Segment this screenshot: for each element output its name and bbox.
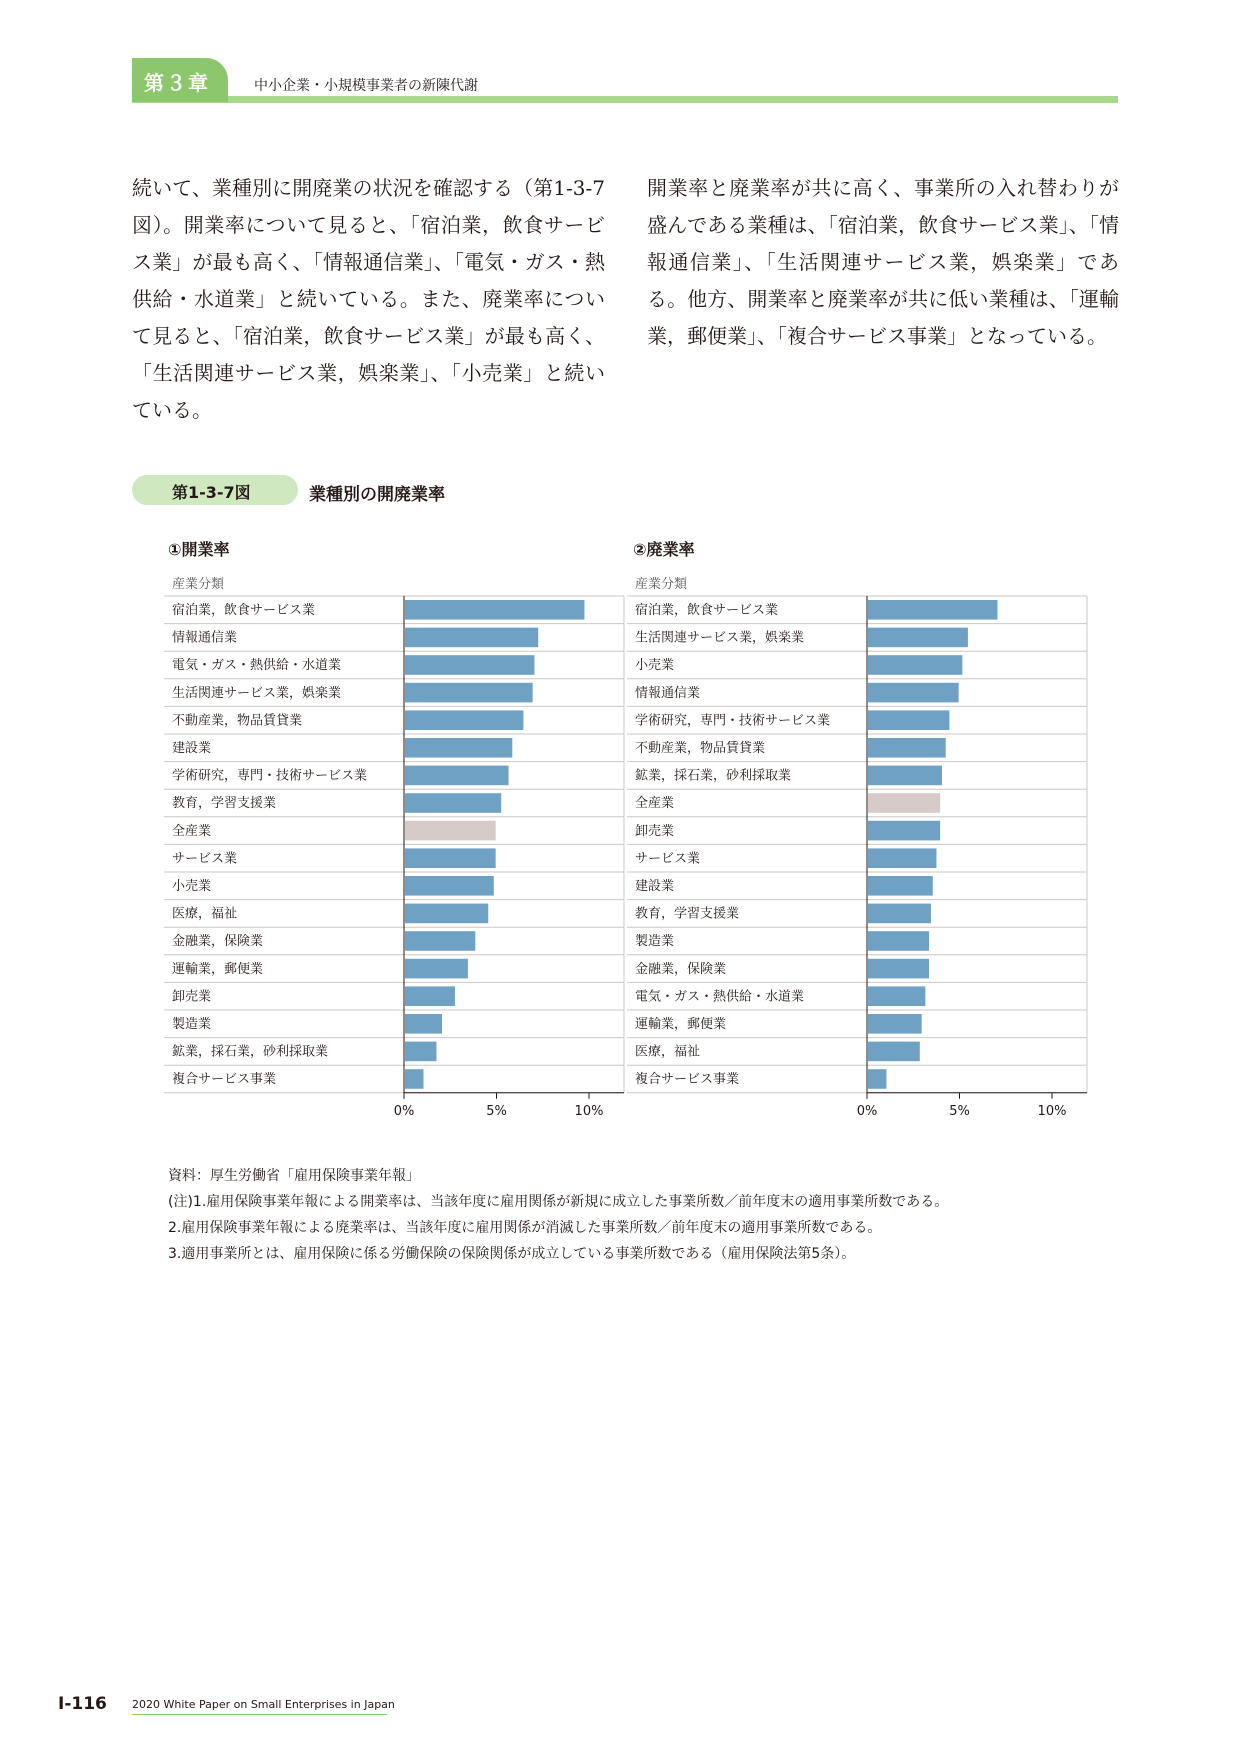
- bar: [868, 904, 931, 924]
- body-paragraph-left: 続いて、業種別に開廃業の状況を確認する（第1-3-7図）。開業率について見ると、「宿泊業，飲食サービス業」が最も高く、「情報通信業」、「電気・ガス・熱供給・水道業」と続いている。また、廃業率について見ると、「宿泊業，飲食サービス業」が最も高く、「生活関連サービス業，娯楽業」、「小売業」と続いている。: [132, 176, 605, 422]
- chapter-label: 第３章: [144, 71, 210, 95]
- bar: [405, 766, 509, 786]
- category-label: 学術研究，専門・技術サービス業: [635, 713, 831, 729]
- category-label: 情報通信業: [635, 685, 701, 701]
- bar: [868, 683, 959, 703]
- bar: [405, 1014, 442, 1034]
- category-label: 生活関連サービス業，娯楽業: [635, 630, 805, 646]
- category-label: 医療，福祉: [172, 906, 238, 922]
- category-label: サービス業: [635, 851, 701, 867]
- category-label: 建設業: [172, 741, 212, 756]
- bar: [868, 821, 940, 841]
- footnote-1: (注)1.雇用保険事業年報による開業率は、当該年度に雇用関係が新規に成立した事業所数／前年度末の適用事業所数である。: [168, 1194, 949, 1210]
- category-label: 不動産業，物品賃貸業: [172, 713, 303, 729]
- category-label: 製造業: [172, 1017, 212, 1032]
- bar: [405, 931, 475, 951]
- category-label: 運輸業，郵便業: [635, 1017, 727, 1032]
- category-label: 学術研究，専門・技術サービス業: [172, 768, 368, 784]
- category-label: 教育，学習支援業: [172, 796, 277, 812]
- bar: [405, 628, 538, 648]
- category-label: 医療，福祉: [635, 1044, 701, 1060]
- chart-title-closure: ②廃業率: [633, 540, 695, 559]
- bar: [868, 931, 929, 951]
- category-label: 複合サービス事業: [635, 1072, 740, 1088]
- bar: [405, 738, 512, 758]
- category-label: 金融業，保険業: [635, 961, 727, 977]
- x-tick-label: 0%: [393, 1103, 415, 1119]
- bar: [868, 738, 946, 758]
- bar: [868, 1042, 920, 1062]
- bar-total: [405, 821, 496, 841]
- category-label: 鉱業，採石業，砂利採取業: [635, 768, 792, 784]
- bar: [868, 600, 998, 620]
- category-label: 小売業: [172, 879, 212, 894]
- x-tick-label: 0%: [856, 1103, 878, 1119]
- category-label: 宿泊業，飲食サービス業: [172, 603, 316, 618]
- category-label: 製造業: [635, 934, 675, 950]
- bar: [405, 876, 494, 896]
- bar: [405, 655, 535, 675]
- bar: [405, 600, 584, 620]
- bar: [868, 766, 942, 786]
- figure-title: 業種別の開廃業率: [309, 485, 445, 505]
- bar: [868, 848, 936, 868]
- category-label: サービス業: [172, 851, 238, 867]
- bar: [405, 986, 455, 1006]
- category-label: 卸売業: [172, 989, 212, 1005]
- category-label: 宿泊業，飲食サービス業: [635, 603, 779, 618]
- bar: [405, 793, 501, 813]
- x-tick-label: 10%: [1037, 1103, 1067, 1119]
- category-label: 小売業: [635, 658, 675, 674]
- closure-rate-chart: [627, 572, 1089, 1132]
- header-rule: [132, 96, 1118, 103]
- footer-text: 2020 White Paper on Small Enterprises in Japan: [132, 1698, 395, 1711]
- category-label: 建設業: [635, 879, 675, 894]
- source-note: 資料：厚生労働省「雇用保険事業年報」: [168, 1168, 420, 1184]
- chart-title-opening: ①開業率: [168, 540, 230, 559]
- bar: [868, 710, 949, 730]
- bar: [868, 1069, 887, 1089]
- bar: [405, 683, 533, 703]
- category-label: 教育，学習支援業: [635, 906, 740, 922]
- category-label: 電気・ガス・熱供給・水道業: [172, 658, 342, 674]
- bar: [405, 848, 496, 868]
- bar: [405, 1069, 424, 1089]
- y-axis-label: 産業分類: [635, 577, 688, 592]
- category-label: 鉱業，採石業，砂利採取業: [172, 1044, 329, 1060]
- figure-number: 第1-3-7図: [172, 483, 251, 502]
- footer-rule: [132, 1714, 387, 1715]
- bar: [405, 904, 488, 924]
- category-label: 複合サービス事業: [172, 1072, 277, 1088]
- x-tick-label: 10%: [574, 1103, 604, 1119]
- category-label: 運輸業，郵便業: [172, 961, 264, 977]
- page-number: Ⅰ-116: [58, 1694, 107, 1714]
- opening-rate-chart: [164, 572, 626, 1132]
- footnote-3: 3.適用事業所とは、雇用保険に係る労働保険の保険関係が成立している事業所数である（雇用保険法第5条）。: [168, 1246, 856, 1262]
- figure-number-badge: [132, 475, 298, 505]
- x-tick-label: 5%: [486, 1103, 507, 1119]
- bar: [868, 959, 929, 979]
- bar: [405, 1042, 436, 1062]
- y-axis-label: 産業分類: [172, 577, 225, 592]
- category-label: 全産業: [635, 796, 675, 812]
- x-tick-label: 5%: [949, 1103, 970, 1119]
- body-paragraph-right: 開業率と廃業率が共に高く、事業所の入れ替わりが盛んである業種は、「宿泊業，飲食サービス業」、「情報通信業」、「生活関連サービス業，娯楽業」である。他方、開業率と廃業率が共に低い業種は、「運輸業，郵便業」、「複合サービス事業」となっている。: [647, 176, 1119, 348]
- bar: [868, 628, 968, 648]
- category-label: 不動産業，物品賃貸業: [635, 741, 766, 756]
- bar: [868, 655, 962, 675]
- bar: [868, 876, 933, 896]
- category-label: 金融業，保険業: [172, 934, 264, 950]
- category-label: 全産業: [172, 823, 212, 839]
- category-label: 卸売業: [635, 823, 675, 839]
- footnote-2: 2.雇用保険事業年報による廃業率は、当該年度に雇用関係が消滅した事業所数／前年度末の適用事業所数である。: [168, 1220, 882, 1236]
- bar: [405, 959, 468, 979]
- category-label: 情報通信業: [172, 630, 238, 646]
- bar: [405, 710, 523, 730]
- bar: [868, 1014, 922, 1034]
- chapter-tab: [132, 58, 228, 102]
- category-label: 生活関連サービス業，娯楽業: [172, 685, 342, 701]
- bar-total: [868, 793, 940, 813]
- category-label: 電気・ガス・熱供給・水道業: [635, 989, 805, 1005]
- chapter-title: 中小企業・小規模事業者の新陳代謝: [254, 78, 478, 94]
- bar: [868, 986, 925, 1006]
